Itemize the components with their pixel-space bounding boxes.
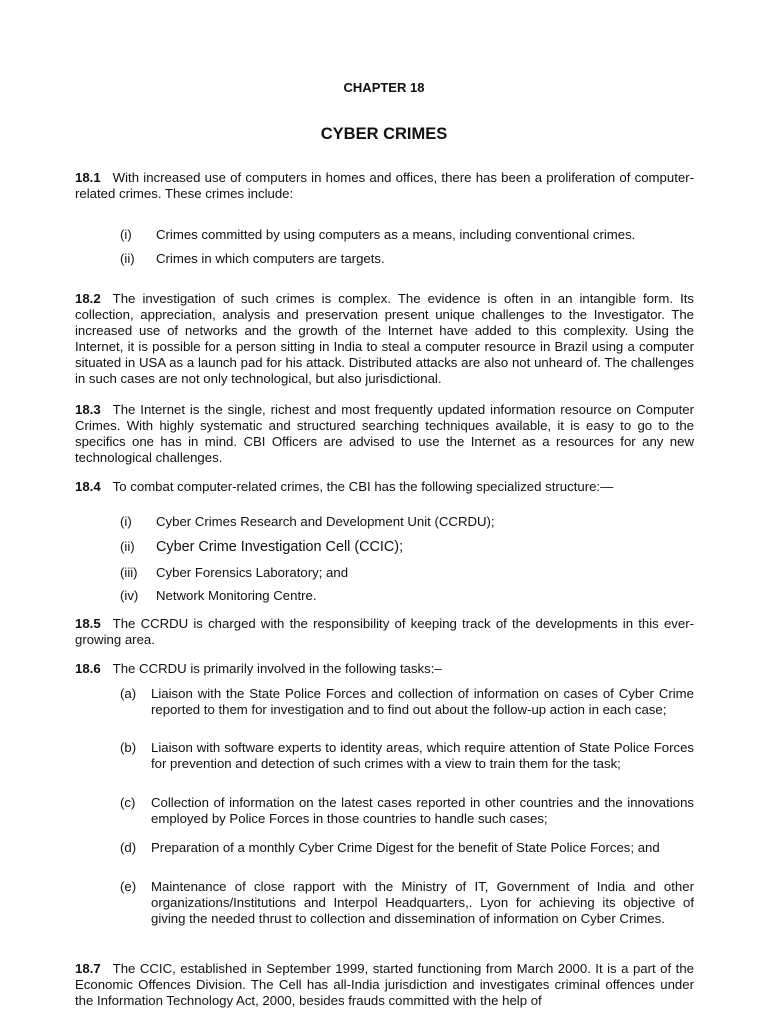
list-text: Collection of information on the latest cases reported in other countries and the innovations employed by Police Forces in those countries to handle such cases;: [151, 795, 694, 826]
list-item: [120, 740, 694, 772]
paragraph-text: The investigation of such crimes is complex. The evidence is often in an intangible form. Its collection, appreciation, analysis and preservation present unique challenges to the Investigator. The increased use of networks and the growth of the Internet have added to this complexity. Using the Internet, it is possible for a person sitting in India to steal a computer resource in Brazil using a computer situated in USA as a launch pad for his attack. Distributed attacks are also not unheard of. The challenges in such cases are not only technological, but also jurisdictional.: [75, 291, 694, 386]
chapter-heading: CHAPTER 18: [343, 80, 425, 95]
paragraph-text: The CCIC, established in September 1999, started functioning from March 2000. It is a part of the Economic Offences Division. The Cell has all-India jurisdiction and investigates criminal offences under the Information Technology Act, 2000, besides frauds committed with the help of: [75, 961, 694, 1008]
paragraph-number: 18.1: [75, 170, 101, 185]
list-marker: (a): [120, 686, 137, 701]
paragraph-number: 18.6: [75, 661, 101, 676]
list-marker: (d): [120, 840, 137, 855]
list-marker: (c): [120, 795, 136, 810]
list-item: [120, 227, 694, 243]
list-marker: (e): [120, 879, 137, 894]
paragraph-number: 18.2: [75, 291, 101, 306]
list-item: [120, 879, 694, 927]
paragraph-text: With increased use of computers in homes and offices, there has been a proliferation of computer-related crimes. These crimes include:: [75, 170, 694, 201]
paragraph-text: The CCRDU is charged with the responsibility of keeping track of the developments in this ever-growing area.: [75, 616, 694, 647]
paragraph-number: 18.5: [75, 616, 101, 631]
list-marker: (ii): [120, 539, 135, 554]
list-marker: (ii): [120, 251, 135, 266]
list-text: Crimes committed by using computers as a means, including conventional crimes.: [156, 227, 636, 242]
list-marker: (i): [120, 514, 132, 529]
list-text: Preparation of a monthly Cyber Crime Digest for the benefit of State Police Forces; and: [151, 840, 660, 855]
list-marker: (iv): [120, 588, 139, 603]
paragraph-number: 18.4: [75, 479, 101, 494]
list-text: Cyber Forensics Laboratory; and: [156, 565, 349, 580]
list-text: Liaison with software experts to identity areas, which require attention of State Police Forces for prevention and detection of such crimes with a view to train them for the task;: [151, 740, 694, 771]
list-text: Liaison with the State Police Forces and collection of information on cases of Cyber Crime reported to them for investigation and to find out about the follow-up action in each case;: [151, 686, 694, 717]
list-marker: (i): [120, 227, 132, 242]
paragraph-18-3: [75, 402, 694, 466]
list-marker: (b): [120, 740, 137, 755]
list-text: Maintenance of close rapport with the Ministry of IT, Government of India and other organizations/Institutions and Interpol Headquarters,. Lyon for achieving its objective of giving the needed thrust to collection and dissemination of information on Cyber Crimes.: [151, 879, 694, 926]
list-item: [120, 686, 694, 718]
list-text: Crimes in which computers are targets.: [156, 251, 385, 266]
paragraph-number: 18.7: [75, 961, 101, 976]
paragraph-text: To combat computer-related crimes, the CBI has the following specialized structure:—: [112, 479, 614, 494]
list-item: [120, 514, 694, 530]
list-item: [120, 539, 694, 555]
paragraph-18-2: [75, 291, 694, 387]
paragraph-text: The CCRDU is primarily involved in the following tasks:–: [112, 661, 442, 676]
list-text: Cyber Crimes Research and Development Unit (CCRDU);: [156, 514, 495, 529]
paragraph-18-6: [75, 661, 694, 677]
list-text: Cyber Crime Investigation Cell (CCIC);: [156, 539, 404, 555]
paragraph-18-7: [75, 961, 694, 1009]
chapter-title: CYBER CRIMES: [320, 125, 448, 143]
list-item: [120, 251, 694, 267]
paragraph-18-5: [75, 616, 694, 648]
list-item: [120, 588, 694, 604]
paragraph-18-1: [75, 170, 694, 202]
list-item: [120, 840, 694, 856]
paragraph-18-4: [75, 479, 694, 495]
paragraph-text: The Internet is the single, richest and most frequently updated information resource on Computer Crimes. With highly systematic and structured searching techniques available, it is easy to go to the specifics one has in mind. CBI Officers are advised to use the Internet as a resources for any new technological challenges.: [75, 402, 694, 465]
list-text: Network Monitoring Centre.: [156, 588, 317, 603]
paragraph-number: 18.3: [75, 402, 101, 417]
list-item: [120, 795, 694, 827]
list-item: [120, 565, 694, 581]
list-marker: (iii): [120, 565, 138, 580]
